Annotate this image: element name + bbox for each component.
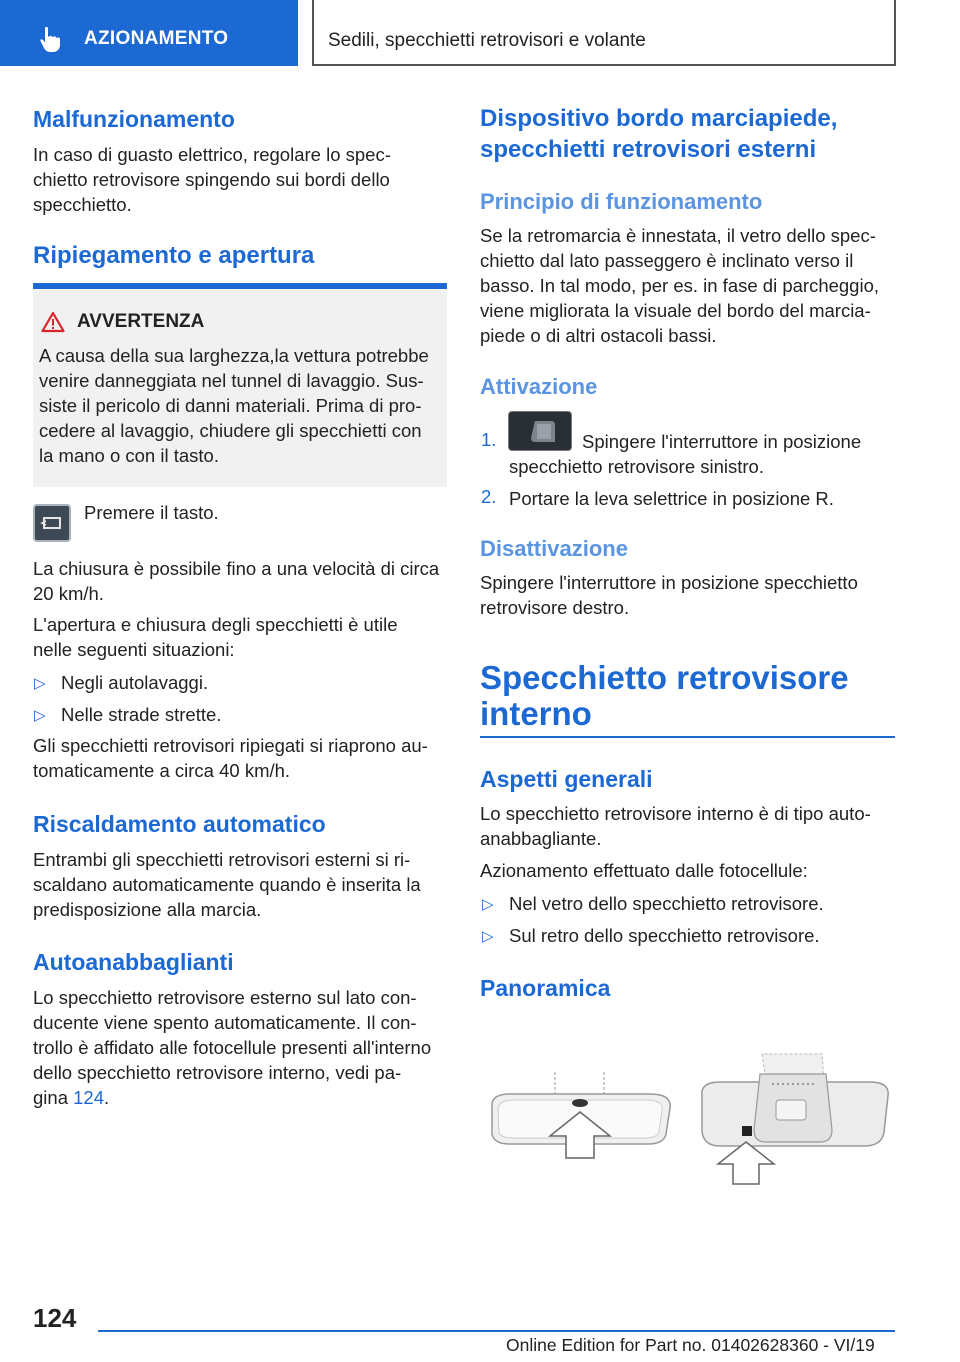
closing-text-line: 20 km/h.: [33, 583, 104, 604]
principle-heading: Principio di funzionamento: [480, 189, 763, 214]
curb-heading-line: Dispositivo bordo marciapiede,: [480, 105, 838, 132]
auto-dim-text-line: ducente viene spento automaticamente. Il con-: [33, 1012, 417, 1033]
press-button-text: Premere il tasto.: [84, 502, 219, 523]
malfunction-heading: Malfunzionamento: [33, 106, 235, 132]
mirror-switch-left-icon: [508, 411, 572, 451]
closing-text-line: La chiusura è possibile fino a una velocità di circa: [33, 558, 440, 579]
hand-pointer-icon: [36, 24, 66, 54]
step-text-line: Portare la leva selettrice in posizione R.: [509, 488, 834, 509]
deactivation-text-line: retrovisore destro.: [480, 597, 630, 618]
interior-mirror-heading-line: interno: [480, 695, 592, 732]
auto-dim-text-prefix: gina: [33, 1087, 74, 1108]
footer-rule: [98, 1330, 895, 1332]
fold-heading: Ripiegamento e apertura: [33, 242, 315, 269]
bullet-item: Nel vetro dello specchietto retrovisore.: [509, 893, 824, 914]
general-text-line: Lo specchietto retrovisore interno è di tipo auto-: [480, 803, 871, 824]
useful-text-line: L'apertura e chiusura degli specchietti è utile: [33, 614, 398, 635]
step-number: 1.: [481, 429, 497, 450]
bullet-triangle-icon: ▷: [34, 675, 46, 692]
chapter-tab: [312, 0, 896, 66]
auto-dim-text-line: trollo è affidato alle fotocellule presenti all'interno: [33, 1037, 432, 1058]
principle-text-line: viene migliorata la visuale del bordo del marcia-: [480, 300, 871, 321]
malfunction-text-line: specchietto.: [33, 194, 132, 215]
step-number: 2.: [481, 486, 497, 507]
bullet-triangle-icon: ▷: [482, 928, 494, 945]
heating-text-line: predisposizione alla marcia.: [33, 899, 262, 920]
auto-dim-text-last-line: [33, 1085, 109, 1110]
curb-heading-line: specchietti retrovisori esterni: [480, 136, 817, 163]
auto-dim-text-suffix: .: [104, 1087, 110, 1108]
step-text-line: specchietto retrovisore sinistro.: [509, 456, 764, 477]
interior-mirror-illustration: [480, 1050, 895, 1190]
deactivation-text-line: Spingere l'interruttore in posizione specchietto: [480, 572, 858, 593]
auto-dim-heading: Autoanabbaglianti: [33, 949, 234, 975]
activation-heading: Attivazione: [480, 374, 598, 399]
bullet-item: Nelle strade strette.: [61, 704, 222, 725]
reopen-text-line: tomaticamente a circa 40 km/h.: [33, 760, 291, 781]
warning-label: AVVERTENZA: [77, 311, 205, 332]
deactivation-heading: Disattivazione: [480, 536, 628, 561]
warning-triangle-icon: [41, 311, 65, 333]
step-text-line: Spingere l'interruttore in posizione: [582, 431, 862, 452]
general-heading: Aspetti generali: [480, 766, 653, 792]
warning-text-line: venire danneggiata nel tunnel di lavaggio. Sus-: [39, 370, 424, 391]
reopen-text-line: Gli specchietti retrovisori ripiegati si riaprono au-: [33, 735, 428, 756]
warning-text-line: cedere al lavaggio, chiudere gli specchietti con: [39, 420, 422, 441]
section-tab-label: AZIONAMENTO: [84, 28, 229, 49]
principle-text-line: Se la retromarcia è innestata, il vetro dello spec-: [480, 225, 876, 246]
overview-heading: Panoramica: [480, 975, 611, 1001]
operation-text: Azionamento effettuato dalle fotocellule:: [480, 860, 808, 881]
heating-text-line: scaldano automaticamente quando è inserita la: [33, 874, 421, 895]
auto-dim-text-line: Lo specchietto retrovisore esterno sul lato con-: [33, 987, 417, 1008]
principle-text-line: chietto dal lato passeggero è inclinato verso il: [480, 250, 854, 271]
heating-heading: Riscaldamento automatico: [33, 811, 326, 837]
warning-box: [33, 289, 447, 487]
page-number: 124: [33, 1303, 77, 1333]
section-rule: [480, 736, 895, 738]
bullet-triangle-icon: ▷: [34, 707, 46, 724]
page-header: [0, 0, 960, 66]
chapter-title: Sedili, specchietti retrovisori e volante: [328, 30, 646, 51]
edition-text: Online Edition for Part no. 01402628360 - VI/19: [506, 1335, 875, 1355]
page-reference-link[interactable]: 124: [73, 1087, 104, 1108]
warning-text-line: A causa della sua larghezza,la vettura potrebbe: [39, 345, 429, 366]
warning-text-line: la mano o con il tasto.: [39, 445, 219, 466]
interior-mirror-heading-line: Specchietto retrovisore: [480, 659, 849, 696]
warning-text-line: siste il pericolo di danni materiali. Prima di pro-: [39, 395, 422, 416]
malfunction-text-line: chietto retrovisore spingendo sui bordi dello: [33, 169, 390, 190]
principle-text-line: basso. In tal modo, per es. in fase di parcheggio,: [480, 275, 880, 296]
bullet-item: Sul retro dello specchietto retrovisore.: [509, 925, 820, 946]
malfunction-text-line: In caso di guasto elettrico, regolare lo spec-: [33, 144, 391, 165]
bullet-triangle-icon: ▷: [482, 896, 494, 913]
mirror-fold-button-icon: [33, 504, 71, 542]
bullet-item: Negli autolavaggi.: [61, 672, 209, 693]
section-tab: [0, 0, 298, 66]
principle-text-line: piede o di altri ostacoli bassi.: [480, 325, 717, 346]
general-text-line: anabbagliante.: [480, 828, 602, 849]
heating-text-line: Entrambi gli specchietti retrovisori esterni si ri-: [33, 849, 411, 870]
auto-dim-text-line: dello specchietto retrovisore interno, vedi pa-: [33, 1062, 402, 1083]
useful-text-line: nelle seguenti situazioni:: [33, 639, 235, 660]
